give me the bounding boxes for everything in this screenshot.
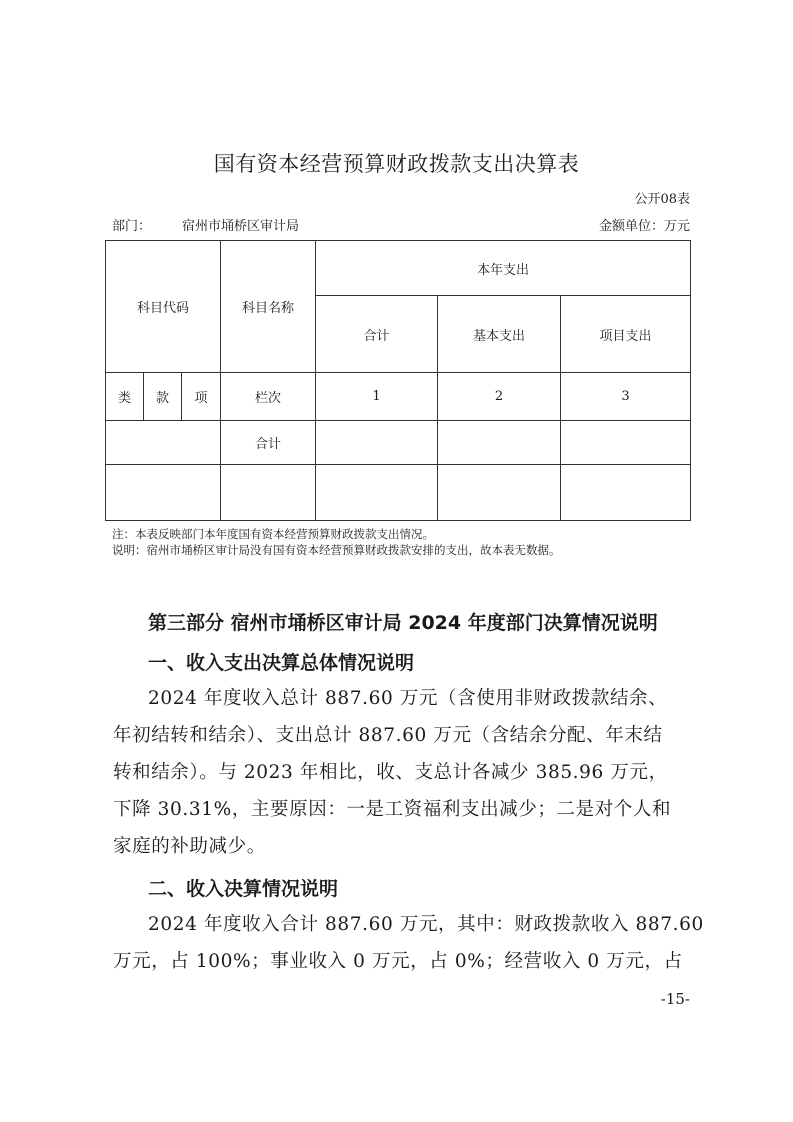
header-subject-code: 科目代码: [106, 241, 221, 373]
header-xiang: 项: [182, 373, 221, 421]
section2-line: 万元，占 100%；事业收入 0 万元，占 0%；经营收入 0 万元，占: [113, 951, 683, 972]
table-title: 国有资本经营预算财政拨款支出决算表: [213, 152, 580, 176]
header-col3: 3: [561, 373, 691, 421]
table-row: [106, 421, 691, 465]
cell-code: [106, 465, 221, 521]
header-col1: 1: [316, 373, 438, 421]
header-project: 项目支出: [561, 296, 691, 373]
amount-unit: 金额单位：万元: [598, 219, 690, 234]
cell-project: [561, 421, 691, 465]
section1-line: 家庭的补助减少。: [113, 836, 266, 857]
table-note: 注：本表反映部门本年度国有资本经营预算财政拨款支出情况。: [112, 527, 434, 541]
form-number: 公开08表: [634, 192, 690, 207]
part3-heading: 第三部分 宿州市埇桥区审计局 2024 年度部门决算情况说明: [148, 612, 658, 634]
cell-total: [316, 421, 438, 465]
section1-line: 2024 年度收入总计 887.60 万元（含使用非财政拨款结余、: [148, 688, 668, 709]
cell-project: [561, 465, 691, 521]
header-lei: 类: [106, 373, 144, 421]
header-kuan: 款: [144, 373, 182, 421]
section2-heading: 二、收入决算情况说明: [148, 878, 339, 900]
table-explanation: 说明：宿州市埇桥区审计局没有国有资本经营预算财政拨款安排的支出，故本表无数据。: [112, 543, 561, 557]
cell-name: 合计: [221, 421, 316, 465]
header-total: 合计: [316, 296, 438, 373]
department-label: 部门：: [112, 219, 152, 234]
header-basic: 基本支出: [438, 296, 561, 373]
header-current-year: 本年支出: [316, 241, 691, 296]
department-name: 宿州市埇桥区审计局: [182, 219, 300, 234]
cell-basic: [438, 465, 561, 521]
cell-basic: [438, 421, 561, 465]
section2-line: 2024 年度收入合计 887.60 万元，其中：财政拨款收入 887.60: [148, 914, 704, 935]
header-subject-name: 科目名称: [221, 241, 316, 373]
section1-line: 下降 30.31%，主要原因：一是工资福利支出减少；二是对个人和: [113, 799, 672, 820]
cell-code: [106, 421, 221, 465]
table-row: [106, 465, 691, 521]
cell-total: [316, 465, 438, 521]
section1-heading: 一、收入支出决算总体情况说明: [148, 652, 415, 674]
header-col2: 2: [438, 373, 561, 421]
section1-line: 年初结转和结余）、支出总计 887.60 万元（含结余分配、年末结: [113, 725, 663, 746]
header-column-no: 栏次: [221, 373, 316, 421]
expenditure-table: [105, 240, 691, 521]
cell-name: [221, 465, 316, 521]
page-number: -15-: [660, 990, 690, 1008]
section1-line: 转和结余）。与 2023 年相比，收、支总计各减少 385.96 万元，: [113, 762, 668, 783]
